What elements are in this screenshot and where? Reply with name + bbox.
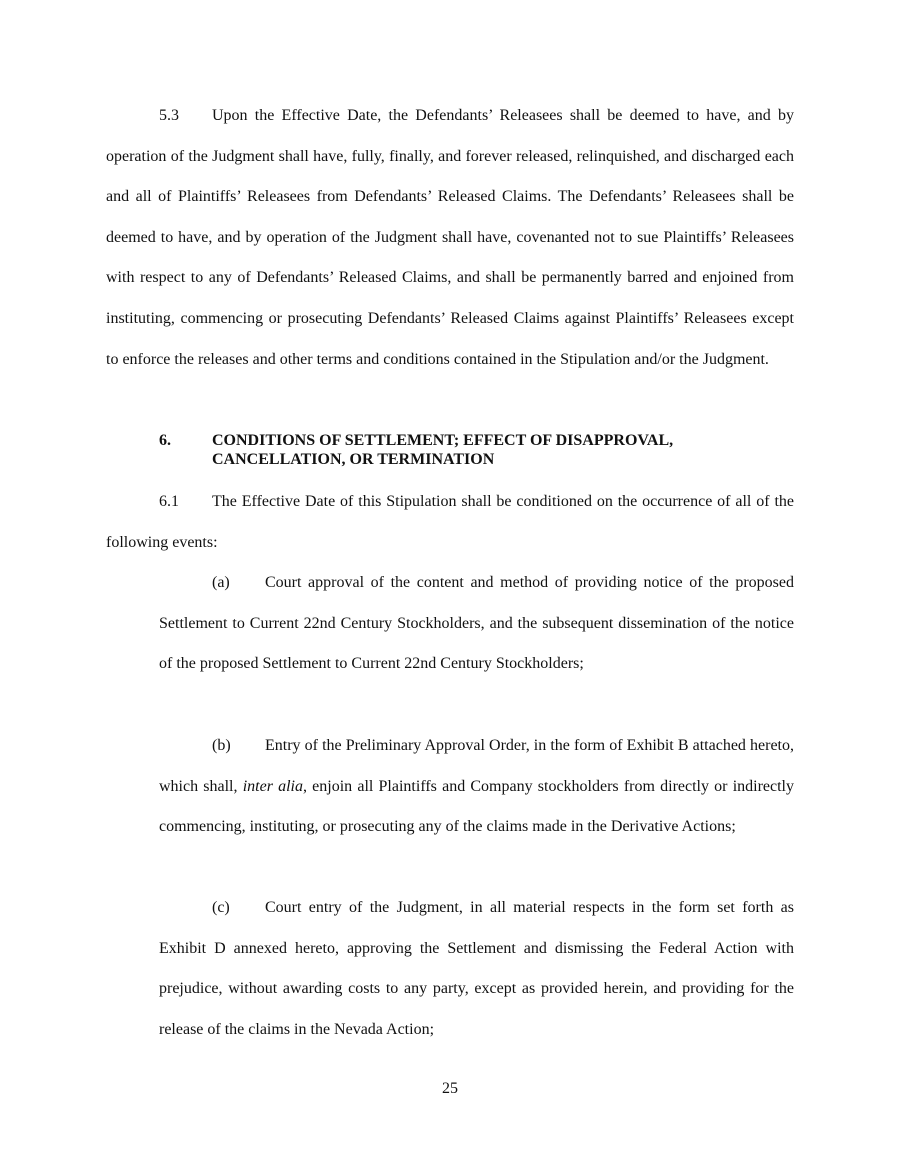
list-item-text: Court entry of the Judgment, in all material respects in the form set forth as Exhibit D annexed hereto, approving the Settlement and dismissing the Federal Action with prejudice, without awarding costs to any party, except as provided herein, and providing for the release of the claims in the Nevada Action;	[159, 899, 794, 1038]
list-item-text: Entry of the Preliminary Approval Order, in the form of Exhibit B attached hereto, which shall,	[159, 737, 794, 795]
paragraph-6-1	[106, 482, 794, 563]
list-item-italic-text: inter alia	[242, 777, 303, 795]
section-heading-6	[159, 431, 799, 469]
list-item-b	[159, 726, 794, 848]
section-title-line-2: CANCELLATION, OR TERMINATION	[212, 451, 495, 468]
list-item-text: Court approval of the content and method of providing notice of the proposed Settlement to Current 22nd Century Stockholders, and the subsequent dissemination of the notice of the proposed Settlement to Current 22nd Century Stockholders;	[159, 574, 794, 673]
paragraph-number: 6.1	[159, 493, 179, 510]
list-item-a	[159, 563, 794, 685]
paragraph-5-3	[106, 96, 794, 380]
list-item-label: (a)	[212, 574, 230, 591]
paragraph-text: The Effective Date of this Stipulation shall be conditioned on the occurrence of all of the following events:	[106, 493, 794, 551]
list-item-c	[159, 888, 794, 1050]
list-item-label: (c)	[212, 899, 230, 916]
paragraph-text: Upon the Effective Date, the Defendants’ Releasees shall be deemed to have, and by operation of the Judgment shall have, fully, finally, and forever released, relinquished, and discharged each and all of Plaintiffs’ Releasees from Defendants’ Released Claims. The Defendants’ Releasees shall be deemed to have, and by operation of the Judgment shall have, covenanted not to sue Plaintiffs’ Releasees with respect to any of Defendants’ Released Claims, and shall be permanently barred and enjoined from instituting, commencing or prosecuting Defendants’ Released Claims against Plaintiffs’ Releasees except to enforce the releases and other terms and conditions contained in the Stipulation and/or the Judgment.	[106, 107, 794, 368]
page-number: 25	[442, 1080, 458, 1097]
section-number: 6.	[159, 432, 171, 449]
list-item-label: (b)	[212, 737, 231, 754]
paragraph-number: 5.3	[159, 107, 179, 124]
section-title-line-1: CONDITIONS OF SETTLEMENT; EFFECT OF DISAPPROVAL,	[212, 432, 674, 449]
list-item-text-continued: , enjoin all Plaintiffs and Company stockholders from directly or indirectly commencing, instituting, or prosecuting any of the claims made in the Derivative Actions;	[159, 777, 795, 836]
